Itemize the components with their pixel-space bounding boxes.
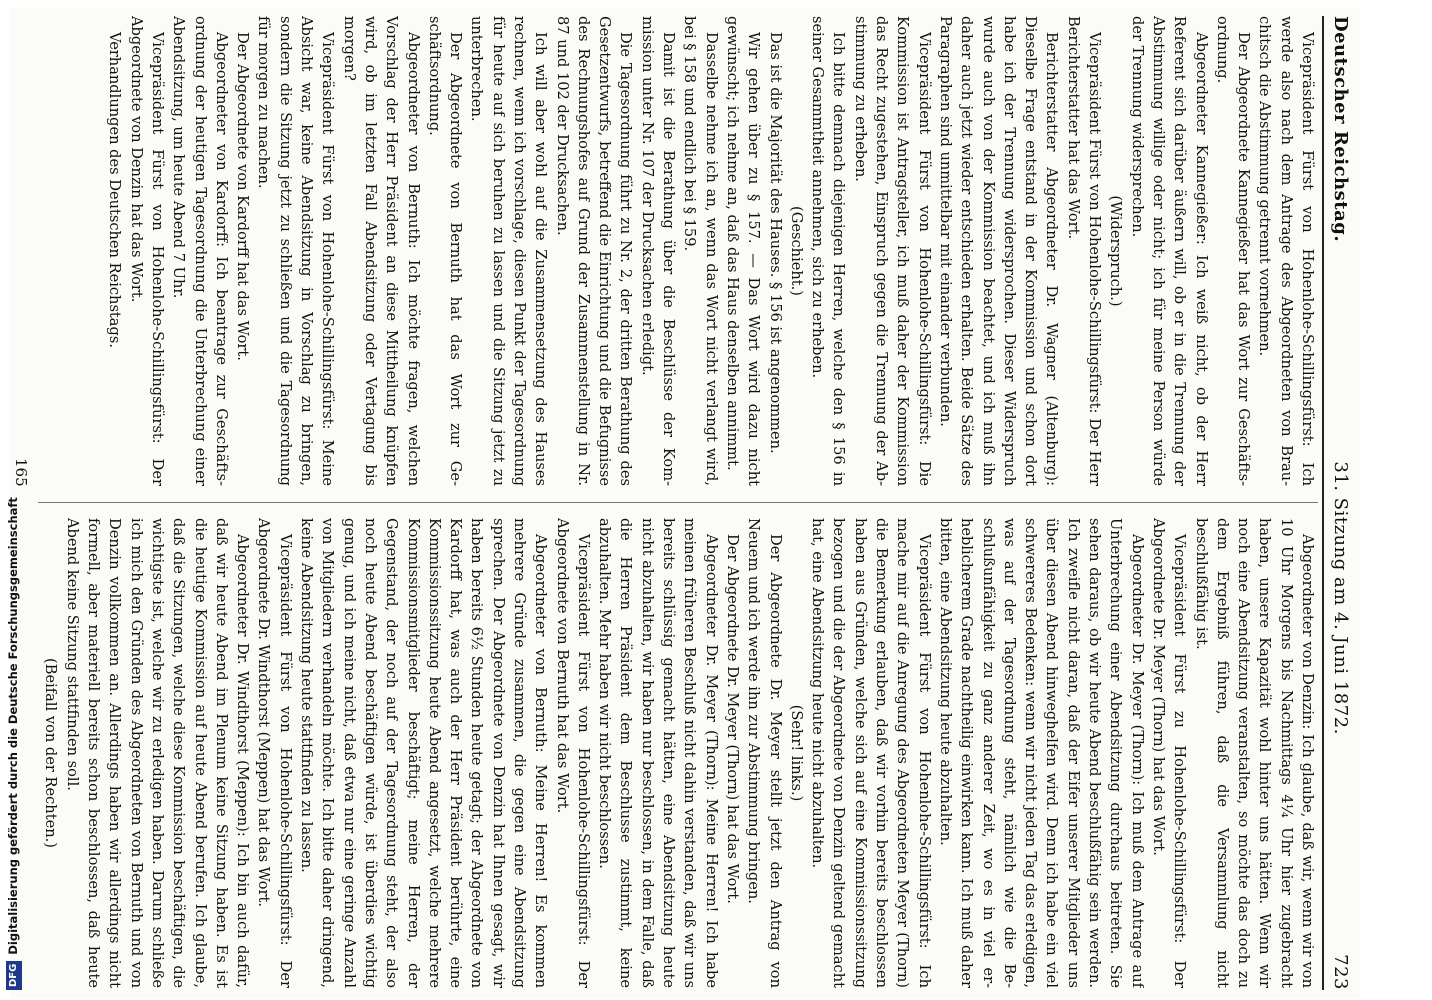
paragraph: Abgeordneter von Denzin: Ich glaube, daß wir, wenn wir von 10 Uhr Morgens bis Nachmittags 4¼ Uhr hier zugebracht haben, unsere Kapazität wohl hinter uns hätten. Wenn wir noch eine Abendsitzung veranstalten, so möchte das doch zu dem Ergebniß führen, daß die Versammlung nicht beschlußfähig ist. xyxy=(1192,518,1316,988)
header-title: Deutscher Reichstag. xyxy=(1330,16,1352,243)
scanned-document-page xyxy=(10,8,1360,998)
paragraph: Dasselbe nehme ich an, wenn das Wort nicht verlangt wird, bei § 158 und endlich bei § 159. xyxy=(681,16,720,486)
paragraph: Abgeordneter Dr. Windthorst (Meppen): Ich bin auch dafür, daß wir heute Abend im Plenum keine Sitzung haben. Es ist die heutige Kommission auf heute Abend berufen. Ich glaube, daß die Sitzungen, welche diese Kommission beschäftigen, die wichtigste ist, welche wir zu erledigen haben. Darum schließe ich mich den Gründen des Abgeordneten von Bernuth und von Denzin vollkommen an. Allerdings haben wir allerdings nicht formell, aber materiell bereits schon beschlossen, daß heute Abend keine Sitzung stattfinden soll. xyxy=(63,518,252,988)
paragraph: Vicepräsident Fürst von Hohenlohe-Schillingsfürst: Der Abgeordnete von Bernuth hat das Wort. xyxy=(553,518,592,988)
paragraph: Vicepräsident Fürst von Hohenlohe-Schillingsfürst: Der Herr Berichterstatter hat das Wort. xyxy=(1064,16,1104,486)
paragraph: Der Abgeordnete Dr. Meyer stellt jetzt den Antrag von Neuem und ich werde ihn zur Abstimmung bringen. xyxy=(745,518,784,988)
paragraph: (Sehr! links.) xyxy=(787,704,805,802)
paragraph: (Beifall von der Rechten.) xyxy=(42,658,60,848)
paragraph: Das ist die Majorität des Hauses. § 156 ist angenommen. xyxy=(766,32,784,454)
digitization-footer xyxy=(2,497,24,990)
right-column xyxy=(28,518,1318,988)
paragraph: Der Abgeordnete von Bernuth hat das Wort zur Geschäftsordnung. xyxy=(425,16,465,486)
paragraph: Abgeordneter von Bernuth: Ich möchte fragen, welchen Vorschlag der Herr Präsident an diese Mittheilung knüpfen wird, ob im letzten Fall Abendsitzung oder Vertagung bis morgen? xyxy=(340,16,422,486)
page-number: 165 xyxy=(12,458,30,487)
paragraph: Der Abgeordnete von Kardorff hat das Wort. xyxy=(234,32,252,361)
paragraph: Vicepräsident Fürst von Hohenlohe-Schillingsfürst: Ich mache mir auf die Anregung des Abgeordneten Meyer (Thorn) die Bemerkung erlauben, daß wir vorhin bereits beschlossen haben aus Gründen, welche sich auf eine Kommissionssitzung bezogen und die der Abgeordnete von Denzin geltend gemacht hat, eine Abendsitzung heute nicht abzuhalten. xyxy=(809,518,933,988)
paragraph: Abgeordneter von Kardorff: Ich beantrage zur Geschäftsordnung der heutigen Tagesordnung die Unterbrechung einer Abendsitzung, um heute Abend 7 Uhr. xyxy=(170,16,230,486)
paragraph: Abgeordneter Dr. Meyer (Thorn): Ich muß dem Antrage auf Unterbrechung einer Abendsitzung durchaus beitreten. Sie sehen daraus, ob wir heute Abend beschlußfähig sein werden. Ich zweifle nicht daran, daß der Eifer unserer Mitglieder uns über diesen Abend hinweghelfen wird. Denn ich habe ein viel schwereres Bedenken: wenn wir nicht jeden Tag das erledigen, was auf der Tagesordnung steht, nämlich wie die Beschlußunfähigkeit zu ganz anderer Zeit, wo es in viel erheblicherem Grade nachtheilig einwirken kann. Ich muß daher bitten, eine Abendsitzung heute abzuhalten. xyxy=(936,518,1146,988)
header-page-number: 723 xyxy=(1330,954,1352,990)
paragraph: Abgeordneter Kannegießer: Ich weiß nicht, ob der Herr Referent sich darüber äußern will, ob er in die Trennung der Abstimmung willige oder nicht; ich für meine Person würde der Trennung widersprechen. xyxy=(1128,16,1210,486)
paragraph: Vicepräsident Fürst zu Hohenlohe-Schillingsfürst: Der Abgeordnete Dr. Meyer (Thorn) hat das Wort. xyxy=(1149,518,1189,988)
paragraph: Berichterstatter Abgeordneter Dr. Wagner (Altenburg): Dieselbe Frage entstand in der Kommission und schon dort habe ich der Trennung widersprochen. Dieser Widerspruch wurde auch von der Kommission beachtet, und ich muß ihn daher auch jetzt wieder entschieden erhalten. Beide Sätze des Paragraphen sind unmittelbar mit einander verbunden. xyxy=(936,16,1061,486)
paragraph: Vicepräsident Fürst von Hohenlohe-Schillingsfürst: Der Abgeordnete von Denzin hat das Wort. xyxy=(127,16,166,486)
paragraph: Der Abgeordnete Kannegießer hat das Wort zur Geschäftsordnung. xyxy=(1213,16,1253,486)
paragraph: Vicepräsident Fürst von Hohenlohe-Schillingsfürst: Der Abgeordnete Dr. Windthorst (Meppen) hat das Wort. xyxy=(255,518,294,988)
header-rule xyxy=(1322,16,1324,990)
dfg-logo: DFG xyxy=(6,961,22,990)
paragraph: Wir gehen über zu § 157. — Das Wort wird dazu nicht gewünscht; ich nehme an, daß das Haus denselben annimmt. xyxy=(723,16,763,486)
left-column xyxy=(28,16,1318,486)
paragraph: Die Tagesordnung führt zu Nr. 2, der dritten Berathung des Gesetzentwurfs, betreffend die Einrichtung und die Befugnisse des Rechnungshofes auf Grund der Zusammenstellung in Nr. 87 und 102 der Drucksachen. xyxy=(553,16,635,486)
paragraph: Ich will aber wohl auf die Zusammensetzung des Hauses rechnen, wenn ich vorschlage, diesen Punkt der Tagesordnung für heute auf sich beruhen zu lassen und die Sitzung jetzt zu unterbrechen. xyxy=(468,16,550,486)
paragraph: (Widerspruch.) xyxy=(1107,195,1125,307)
paragraph: (Geschieht.) xyxy=(787,206,805,296)
paragraph: Vicepräsident Fürst von Hohenlohe-Schillingsfürst: Meine Absicht war, keine Abendsitzung in Vorschlag zu bringen, sondern die Sitzung jetzt zu schließen und die Tagesordnung für morgen zu machen. xyxy=(255,16,337,486)
paragraph: Damit ist die Berathung über die Beschlüsse der Kommission unter Nr. 107 der Drucksachen erledigt. xyxy=(638,16,678,486)
paragraph: Abgeordneter Dr. Meyer (Thorn): Meine Herren! Ich habe meinen früheren Beschluß nicht dahin verstanden, daß wir uns bereits schlüssig gemacht hätten, eine Abendsitzung heute nicht abzuhalten, wir haben nur beschlossen, in dem Falle, daß die Herren Präsident dem Beschlusse zustimmt, keine abzuhalten. Mehr haben wir nicht beschlossen. xyxy=(596,518,720,988)
paragraph: Der Abgeordnete Dr. Meyer (Thorn) hat das Wort. xyxy=(723,534,741,904)
footer-text: Digitalisierung gefördert durch die Deutsche Forschungsgemeinschaft xyxy=(6,497,20,955)
page-header xyxy=(1328,16,1354,990)
paragraph: Verhandlungen des Deutschen Reichstags. xyxy=(106,32,124,348)
column-divider xyxy=(38,502,1318,503)
paragraph: Abgeordneter von Bernuth: Meine Herren! Es kommen mehrere Gründe zusammen, die gegen eine Abendsitzung sprechen. Der Abgeordnete von Denzin hat Ihnen gesagt, wir haben bereits 6½ Stunden heute getagt; der Abgeordnete von Kardorff hat, was auch der Herr Präsident berührte, eine Kommissionssitzung heute Abend angesetzt, welche mehrere Kommissionsmitglieder beschäftigt; meine Herren, der Gegenstand, der noch auf der Tagesordnung steht, der also noch heute Abend beschäftigen würde, ist überdies wichtig genug, und ich meine nicht, daß etwa nur eine geringe Anzahl von Mitgliedern verhandeln möchte. Ich bitte daher dringend, keine Abendsitzung heute stattfinden zu lassen. xyxy=(298,518,550,988)
header-session: 31. Sitzung am 4. Juni 1872. xyxy=(1330,461,1352,735)
paragraph: Vicepräsident Fürst von Hohenlohe-Schillingsfürst: Ich werde also nach dem Antrage des Abgeordneten von Brauchitsch die Abstimmung getrennt vornehmen. xyxy=(1256,16,1316,486)
paragraph: Ich bitte demnach diejenigen Herren, welche den § 156 in seiner Gesammtheit annehmen, sich zu erheben. xyxy=(809,16,848,486)
paragraph: Vicepräsident Fürst von Hohenlohe-Schillingsfürst: Die Kommission ist Antragsteller, ich muß daher der Kommission das Recht zugestehen, Einspruch gegen die Trennung der Abstimmung zu erheben. xyxy=(851,16,933,486)
